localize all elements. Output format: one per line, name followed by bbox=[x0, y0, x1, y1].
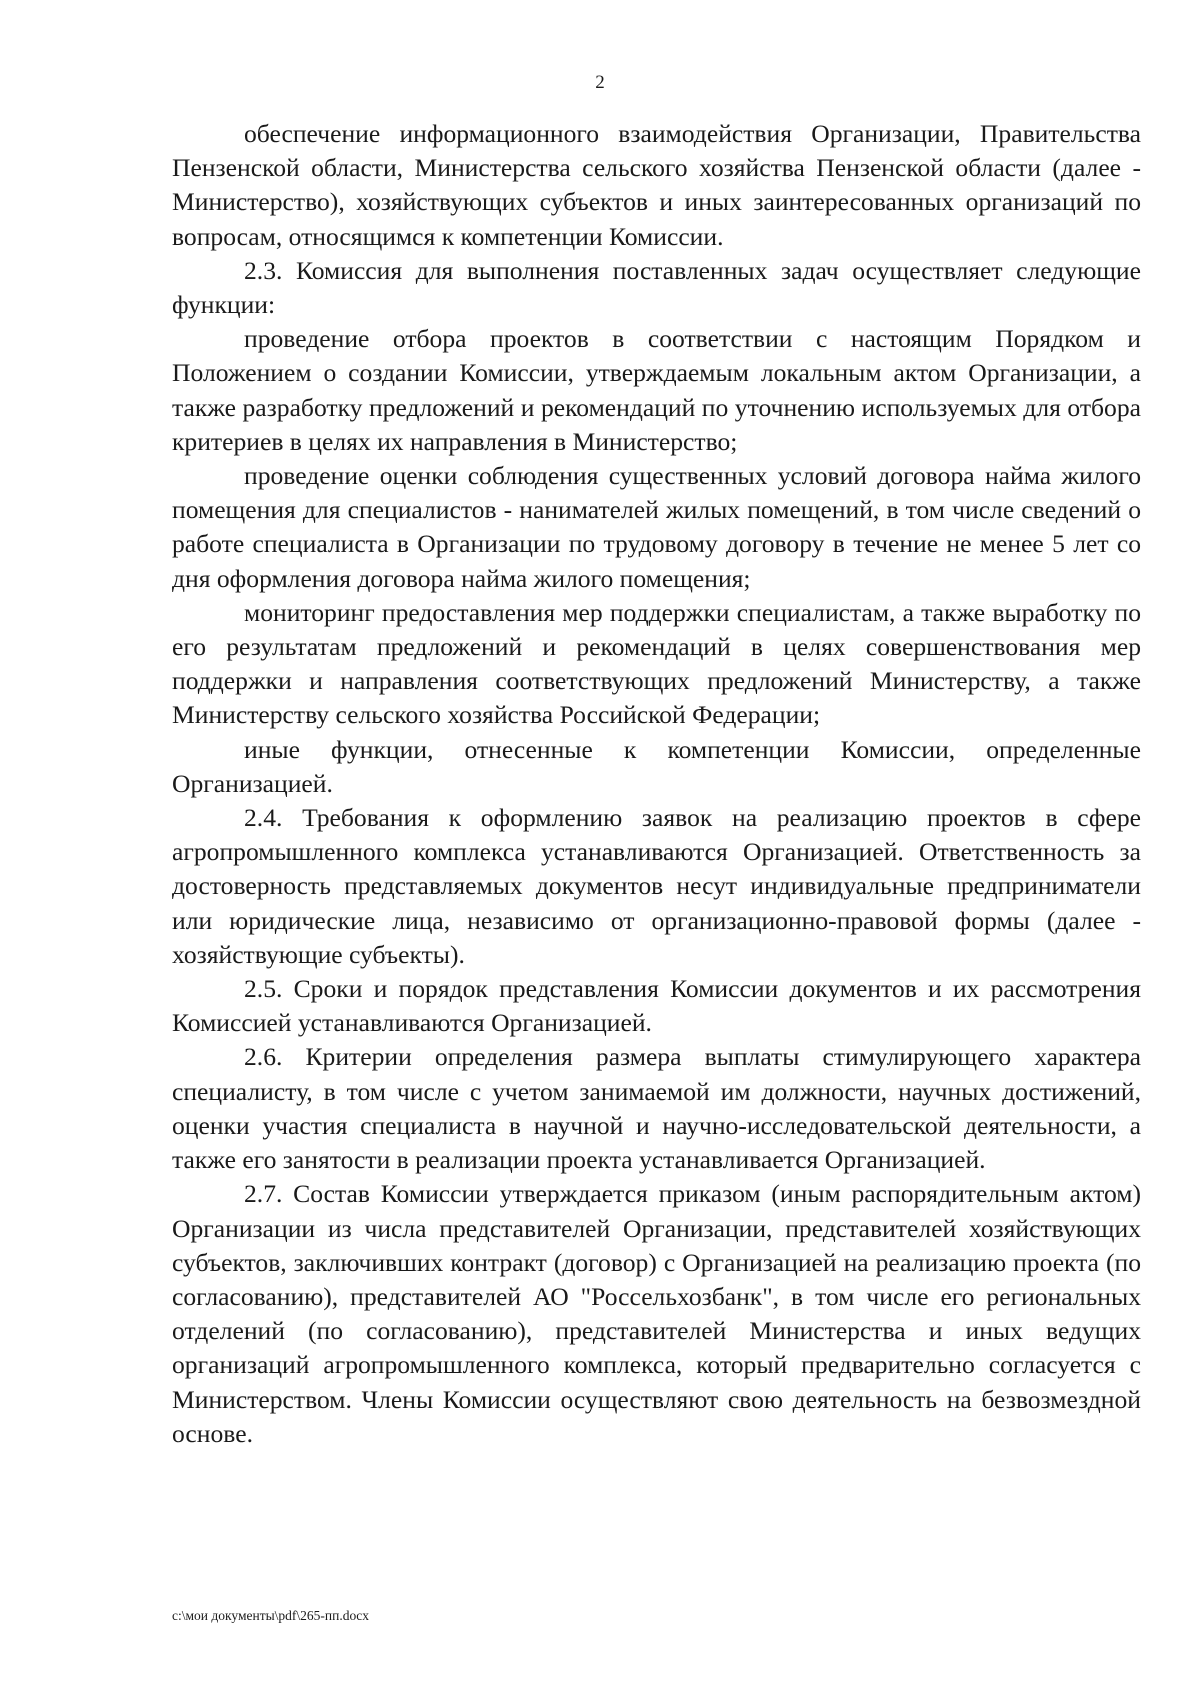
paragraph-2-4-requirements: 2.4. Требования к оформлению заявок на реализацию проектов в сфере агропромышленного комплекса устанавливаются Организацией. Ответственность за достоверность представляемых документов несут индивидуальные предприниматели или юридические лица, независимо от организационно-правовой формы (далее - хозяйствующие субъекты). bbox=[172, 803, 1141, 969]
document-body bbox=[172, 117, 1141, 1451]
paragraph-monitoring: мониторинг предоставления мер поддержки специалистам, а также выработку по его результатам предложений и рекомендаций в целях совершенствования мер поддержки и направления соответствующих предложений Министерству, а также Министерству сельского хозяйства Российской Федерации; bbox=[172, 597, 1141, 730]
paragraph-2-7-composition: 2.7. Состав Комиссии утверждается приказом (иным распорядительным актом) Организации из числа представителей Организации, представителей хозяйствующих субъектов, заключивших контракт (договор) с Организацией на реализацию проекта (по согласованию), представителей АО "Россельхозбанк", в том числе его региональных отделений (по согласованию), представителей Министерства и иных ведущих организаций агропромышленного комплекса, который предварительно согласуется с Министерством. Члены Комиссии осуществляют свою деятельность на безвозмездной основе. bbox=[172, 1179, 1141, 1448]
paragraph-contract-assessment: проведение оценки соблюдения существенных условий договора найма жилого помещения для специалистов - нанимателей жилых помещений, в том числе сведений о работе специалиста в Организации по трудовому договору в течение не менее 5 лет со дня оформления договора найма жилого помещения; bbox=[172, 461, 1141, 593]
footer-file-path: c:\мои документы\pdf\265-пп.docx bbox=[172, 1608, 369, 1623]
paragraph-2-6-criteria: 2.6. Критерии определения размера выплаты стимулирующего характера специалисту, в том числе с учетом занимаемой им должности, научных достижений, оценки участия специалиста в научной и научно-исследовательской деятельности, а также его занятости в реализации проекта устанавливается Организацией. bbox=[172, 1042, 1141, 1175]
paragraph-other-functions: иные функции, отнесенные к компетенции Комиссии, определенные Организацией. bbox=[172, 734, 1141, 798]
page-number: 2 bbox=[595, 72, 605, 93]
paragraph-2-3-functions: 2.3. Комиссия для выполнения поставленных задач осуществляет следующие функции: bbox=[172, 255, 1141, 320]
paragraph-interaction: обеспечение информационного взаимодействия Организации, Правительства Пензенской области, Министерства сельского хозяйства Пензенской области (далее - Министерство), хозяйствующих субъектов и иных заинтересованных организаций по вопросам, относящимся к компетенции Комиссии. bbox=[172, 119, 1141, 251]
paragraph-project-selection: проведение отбора проектов в соответствии с настоящим Порядком и Положением о создании Комиссии, утверждаемым локальным актом Организации, а также разработку предложений и рекомендаций по уточнению используемых для отбора критериев в целях их направления в Министерство; bbox=[172, 324, 1141, 456]
paragraph-2-5-deadlines: 2.5. Сроки и порядок представления Комиссии документов и их рассмотрения Комиссией устанавливаются Организацией. bbox=[172, 974, 1141, 1038]
